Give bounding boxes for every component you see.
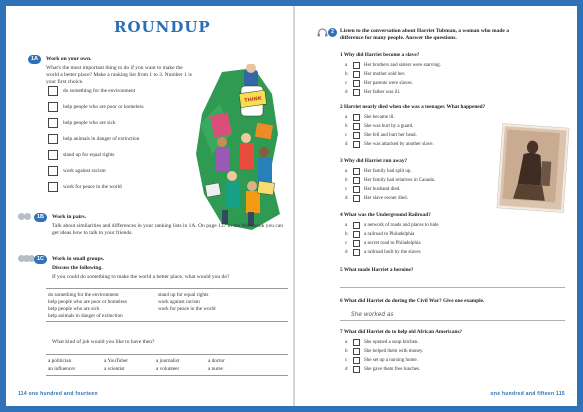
- exercise-1c-instruction: If you could do something to make the world a better place, what would you do?: [52, 274, 230, 280]
- table-cell: help people who are poor or homeless: [48, 299, 127, 305]
- exercise-2-intro: Listen to the conversation about Harriet Tubman, a woman who made a difference for many people. Answer the questions.: [340, 28, 509, 41]
- answer-checkbox[interactable]: [353, 195, 360, 202]
- answer-option[interactable]: c She fell and hurt her head.: [345, 133, 417, 138]
- table-cell: help animals in danger of extinction: [48, 313, 123, 319]
- exercise-badge-1c: 1C: [34, 255, 47, 264]
- answer-line[interactable]: [340, 320, 565, 321]
- page-title: ROUNDUP: [114, 18, 211, 36]
- answer-checkbox[interactable]: [353, 348, 360, 355]
- answer-checkbox[interactable]: [353, 249, 360, 256]
- answer-checkbox[interactable]: [353, 114, 360, 121]
- table-cell: work for peace in the world: [158, 306, 216, 312]
- answer-checkbox[interactable]: [353, 123, 360, 130]
- ranking-item-label: help people who are poor or homeless: [63, 104, 144, 110]
- ranking-box[interactable]: [48, 86, 58, 96]
- table-cell: work against racism: [158, 299, 200, 305]
- protest-illustration: [192, 64, 284, 234]
- question: 2 Harriet nearly died when she was a teenager. What happened?: [340, 104, 486, 110]
- answer-option[interactable]: b Her family had relatives in Canada.: [345, 178, 436, 183]
- exercise-1b-instruction: Talk about similarities and differences in your ranking lists in 1A. On page 137 in the Workbook you can get ideas how to talk to your friends.: [52, 223, 283, 236]
- question: 3 Why did Harriet run away?: [340, 158, 408, 164]
- exercise-badge-1a: 1A: [28, 55, 41, 64]
- answer-line[interactable]: [340, 287, 565, 288]
- answer-option[interactable]: d She gave them free lunches.: [345, 367, 421, 372]
- question: 5 What made Harriet a heroine?: [340, 267, 414, 273]
- pair-work-icon: [18, 213, 32, 220]
- answer-checkbox[interactable]: [353, 177, 360, 184]
- answer-checkbox[interactable]: [353, 71, 360, 78]
- question: 7 What did Harriet do to help old African Americans?: [340, 329, 463, 335]
- exercise-badge-1b: 1B: [34, 213, 47, 222]
- job-option: a doctor: [208, 358, 225, 364]
- answer-checkbox[interactable]: [353, 366, 360, 373]
- answer-option[interactable]: c Her husband died.: [345, 187, 401, 192]
- answer-option[interactable]: a Her brothers and sisters were starving.: [345, 63, 441, 68]
- ranking-item-label: do something for the environment: [63, 88, 136, 94]
- page-number-left: 114 one hundred and fourteen: [18, 391, 98, 397]
- answer-option[interactable]: a a network of roads and places to hide: [345, 223, 439, 228]
- ranking-box[interactable]: [48, 166, 58, 176]
- answer-option[interactable]: a Her family had split up.: [345, 169, 412, 174]
- answer-option[interactable]: d Her slave owner died.: [345, 196, 408, 201]
- exercise-1a-heading: Work on your own.: [46, 56, 92, 62]
- options-table: [46, 288, 288, 322]
- answer-option[interactable]: a She opened a soup kitchen.: [345, 340, 419, 345]
- ranking-item-label: work for peace in the world: [63, 184, 122, 190]
- ranking-box[interactable]: [48, 150, 58, 160]
- job-option: a politician: [48, 358, 72, 364]
- answer-checkbox[interactable]: [353, 132, 360, 139]
- exercise-1a-instruction: What's the most important thing to do if you want to make the world a better place? Make a ranking list from 1 to 3. Number 1 is your first choice.: [46, 65, 192, 85]
- job-option: an influencer: [48, 366, 76, 372]
- jobs-table: [46, 354, 288, 376]
- ranking-item-label: work against racism: [63, 168, 106, 174]
- answer-option[interactable]: d She was attacked by another slave.: [345, 142, 434, 147]
- table-cell: stand up for equal rights: [158, 292, 209, 298]
- ranking-item-label: stand up for equal rights: [63, 152, 115, 158]
- exercise-badge-2: 2: [328, 28, 337, 37]
- handwritten-answer: She worked as: [351, 312, 394, 318]
- answer-checkbox[interactable]: [353, 80, 360, 87]
- ranking-box[interactable]: [48, 134, 58, 144]
- ranking-box[interactable]: [48, 182, 58, 192]
- table-cell: do something for the environment: [48, 292, 119, 298]
- answer-checkbox[interactable]: [353, 89, 360, 96]
- headphones-icon: [317, 28, 328, 37]
- exercise-1b-heading: Work in pairs.: [52, 214, 87, 220]
- exercise-1c-heading: Work in small groups.: [52, 256, 105, 262]
- answer-option[interactable]: b She helped them with money.: [345, 349, 424, 354]
- answer-option[interactable]: b a railroad to Philadelphia: [345, 232, 415, 237]
- ranking-box[interactable]: [48, 118, 58, 128]
- page-number-right: one hundred and fifteen 115: [490, 391, 565, 397]
- job-option: a nurse: [208, 366, 223, 372]
- portrait-image: [499, 126, 566, 210]
- answer-option[interactable]: a She became ill.: [345, 115, 395, 120]
- answer-checkbox[interactable]: [353, 357, 360, 364]
- question: 1 Why did Harriet become a slave?: [340, 52, 420, 58]
- answer-checkbox[interactable]: [353, 141, 360, 148]
- ranking-item-label: help animals in danger of extinction: [63, 136, 140, 142]
- table-cell: help people who are sick: [48, 306, 100, 312]
- job-option: a journalist: [156, 358, 180, 364]
- question: 4 What was the Underground Railroad?: [340, 212, 431, 218]
- answer-option[interactable]: c She set up a nursing home.: [345, 358, 418, 363]
- answer-option[interactable]: c a secret road to Philadelphia: [345, 241, 421, 246]
- answer-option[interactable]: c Her parents were slaves.: [345, 81, 413, 86]
- answer-checkbox[interactable]: [353, 339, 360, 346]
- answer-checkbox[interactable]: [353, 240, 360, 247]
- answer-checkbox[interactable]: [353, 231, 360, 238]
- question: 6 What did Harriet do during the Civil War? Give one example.: [340, 298, 485, 304]
- job-question: What kind of job would you like to have then?: [52, 339, 155, 345]
- answer-checkbox[interactable]: [353, 222, 360, 229]
- sign-text: THINK: [243, 95, 263, 105]
- answer-option[interactable]: b Her mother sold her.: [345, 72, 406, 77]
- left-page: [6, 6, 293, 406]
- harriet-tubman-photo: [497, 124, 569, 212]
- answer-option[interactable]: d Her father was ill.: [345, 90, 401, 95]
- answer-checkbox[interactable]: [353, 62, 360, 69]
- ranking-item-label: help people who are sick: [63, 120, 116, 126]
- ranking-box[interactable]: [48, 102, 58, 112]
- answer-checkbox[interactable]: [353, 186, 360, 193]
- job-option: a volunteer: [156, 366, 180, 372]
- exercise-1c-subheading: Discuss the following.: [52, 265, 103, 271]
- answer-checkbox[interactable]: [353, 168, 360, 175]
- job-option: a scientist: [104, 366, 125, 372]
- right-page: [295, 6, 577, 406]
- answer-option[interactable]: b She was hurt by a guard.: [345, 124, 414, 129]
- job-option: a YouTuber: [104, 358, 129, 364]
- answer-option[interactable]: d a railroad built by the slaves: [345, 250, 421, 255]
